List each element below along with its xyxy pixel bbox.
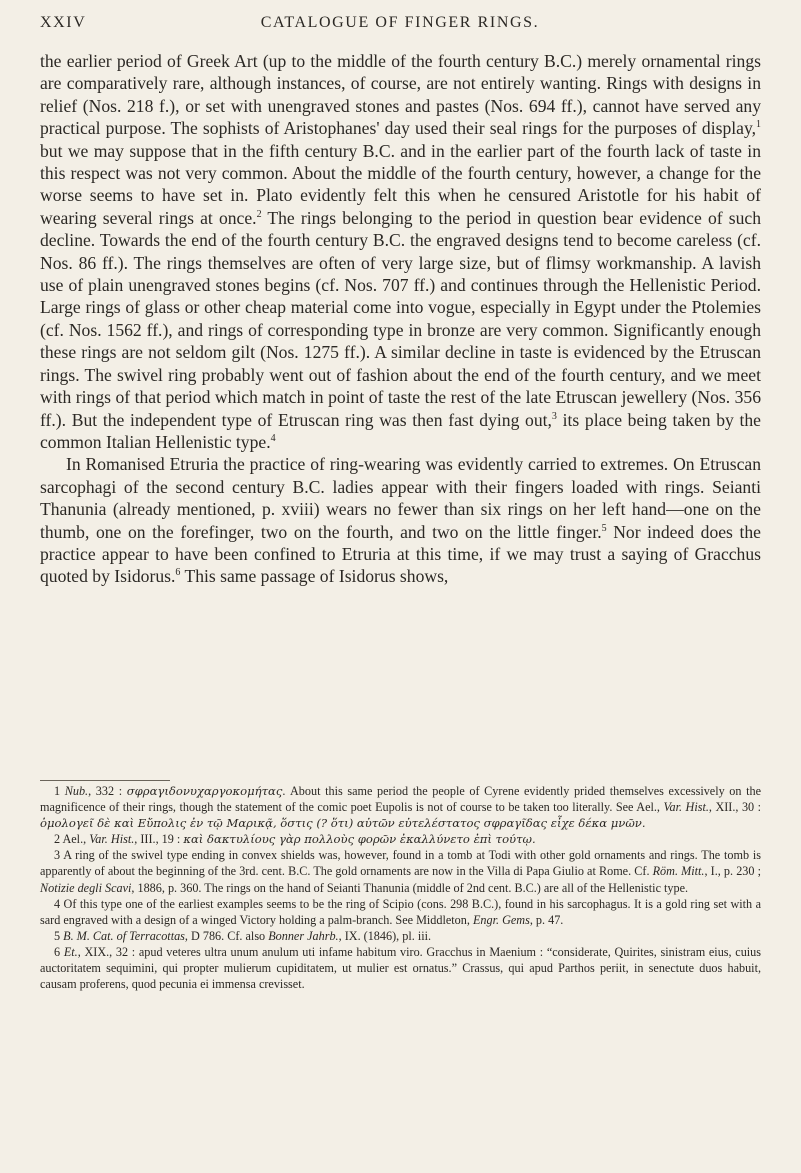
footnote-ref-6: 6 [175, 567, 181, 579]
footnote-ref-4: 4 [270, 433, 276, 445]
footnote-divider [40, 780, 170, 781]
paragraph-2: In Romanised Etruria the practice of ring-wearing was evidently carried to extremes. On Etruscan sarcophagi of the second century B.C. ladies appear with their fingers loaded with rings. Seianti Thanunia (already mentioned, p. xviii) wears no fewer than six rings on her left hand—one on the thumb, one on the forefinger, two on the fourth, and two on the little finger.$^5$ Nor indeed does the practice appear to have been confined to Etruria at this time, if we may trust a saying of Gracchus quoted by Isidorus.$^6$ This same passage of Isidorus shows, [40, 454, 761, 587]
footnote-6: 6 Et., XIX., 32 : apud veteres ultra unum anulum uti infame habitum viro. Gracchus in Maenium : “considerate, Quirites, sinistram eius, cuius auctoritatem sequimini, qui propter mulierum cupiditatem, ut mulier est ornatus.” Crassus, qui apud Parthos periit, in senectute duos habuit, causam proferens, quod pecunia ei immensa crevisset. [40, 944, 762, 992]
footnote-4: 4 Of this type one of the earliest examples seems to be the ring of Scipio (cons. 298 B.C.), found in his sarcophagus. It is a gold ring set with a sard engraved with a design of a winged Victory holding a palm-branch. See Middleton, Engr. Gems, p. 47. [40, 896, 761, 927]
footnote-ref-2: 2 [256, 208, 262, 220]
footnote-2: 2 Ael., Var. Hist., III., 19 : καὶ δακτυλίους γὰρ πολλοὺς φορῶν ἐκαλλύνετο ἐπὶ τούτῳ. [54, 832, 536, 847]
page-header [40, 8, 760, 38]
footnote-ref-1: 1 [756, 119, 761, 131]
main-text [40, 50, 761, 588]
footnotes [40, 780, 761, 992]
footnote-ref-3: 3 [551, 410, 557, 422]
footnote-1: 1 Nub., 332 : σφραγιδονυχαργοκομήτας. About this same period the people of Cyrene evidently prided themselves excessively on the magnificence of their rings, though the statement of the comic poet Eupolis is not of course to be taken too literally. See Ael., Var. Hist., XII., 30 : ὁμολογεῖ δὲ καὶ Εὔπολις ἐν τῷ Μαρικᾷ, ὅστις (? ὅτι) αὐτῶν εὐτελέστατος σφραγῖδας εἶχε δέκα μνῶν. [40, 784, 762, 831]
paragraph-1: the earlier period of Greek Art (up to the middle of the fourth century B.C.) merely ornamental rings are comparatively rare, although instances, of course, are not entirely wanting. Rings with designs in relief (Nos. 218 f.), or set with unengraved stones and pastes (Nos. 694 ff.), cannot have served any practical purpose. The sophists of Aristophanes' day used their seal rings for the purposes of display,$^1$ but we may suppose that in the fifth century B.C. and in the earlier part of the fourth lack of taste in this respect was not very common. About the middle of the fourth century, however, a change for the worse seems to have set in. Plato evidently felt this when he censured Aristotle for his habit of wearing several rings at once.$^2$ The rings belonging to the period in question bear evidence of such decline. Towards the end of the fourth century B.C. the engraved designs tend to become careless (cf. Nos. 86 ff.). The rings themselves are often of very large size, but of flimsy workmanship. A lavish use of plain unengraved stones begins (cf. Nos. 707 ff.) and continues through the Hellenistic Period. Large rings of glass or other cheap material come into vogue, especially in Egypt under the Ptolemies (cf. Nos. 1562 ff.), and rings of corresponding type in bronze are very common. Significantly enough these rings are not seldom gilt (Nos. 1275 ff.). A similar decline in taste is evidenced by the Etruscan rings. The swivel ring probably went out of fashion about the end of the fourth century, and we meet with rings of that period which match in point of taste the rest of the late Etruscan jewellery (Nos. 356 ff.). But the independent type of Etruscan ring was then fast dying out,$^3$ its place being taken by the common Italian Hellenistic type.$^4$ [40, 51, 761, 452]
footnote-ref-5: 5 [601, 522, 607, 534]
footnote-5: 5 B. M. Cat. of Terracottas, D 786. Cf. also Bonner Jahrb., IX. (1846), pl. iii. [54, 928, 432, 943]
running-title: CATALOGUE OF FINGER RINGS. [260, 14, 540, 31]
footnote-3: 3 A ring of the swivel type ending in convex shields was, however, found in a tomb at Todi with other gold ornaments and rings. The tomb is apparently of about the beginning of the 3rd. cent. B.C. The gold ornaments are now in the Villa di Papa Giulio at Rome. Cf. Röm. Mitt., I., p. 230 ; Notizie degli Scavi, 1886, p. 360. The rings on the hand of Seianti Thanunia (middle of 2nd cent. B.C.) are all of the Hellenistic type. [40, 848, 761, 895]
page-number: XXIV [40, 14, 87, 31]
